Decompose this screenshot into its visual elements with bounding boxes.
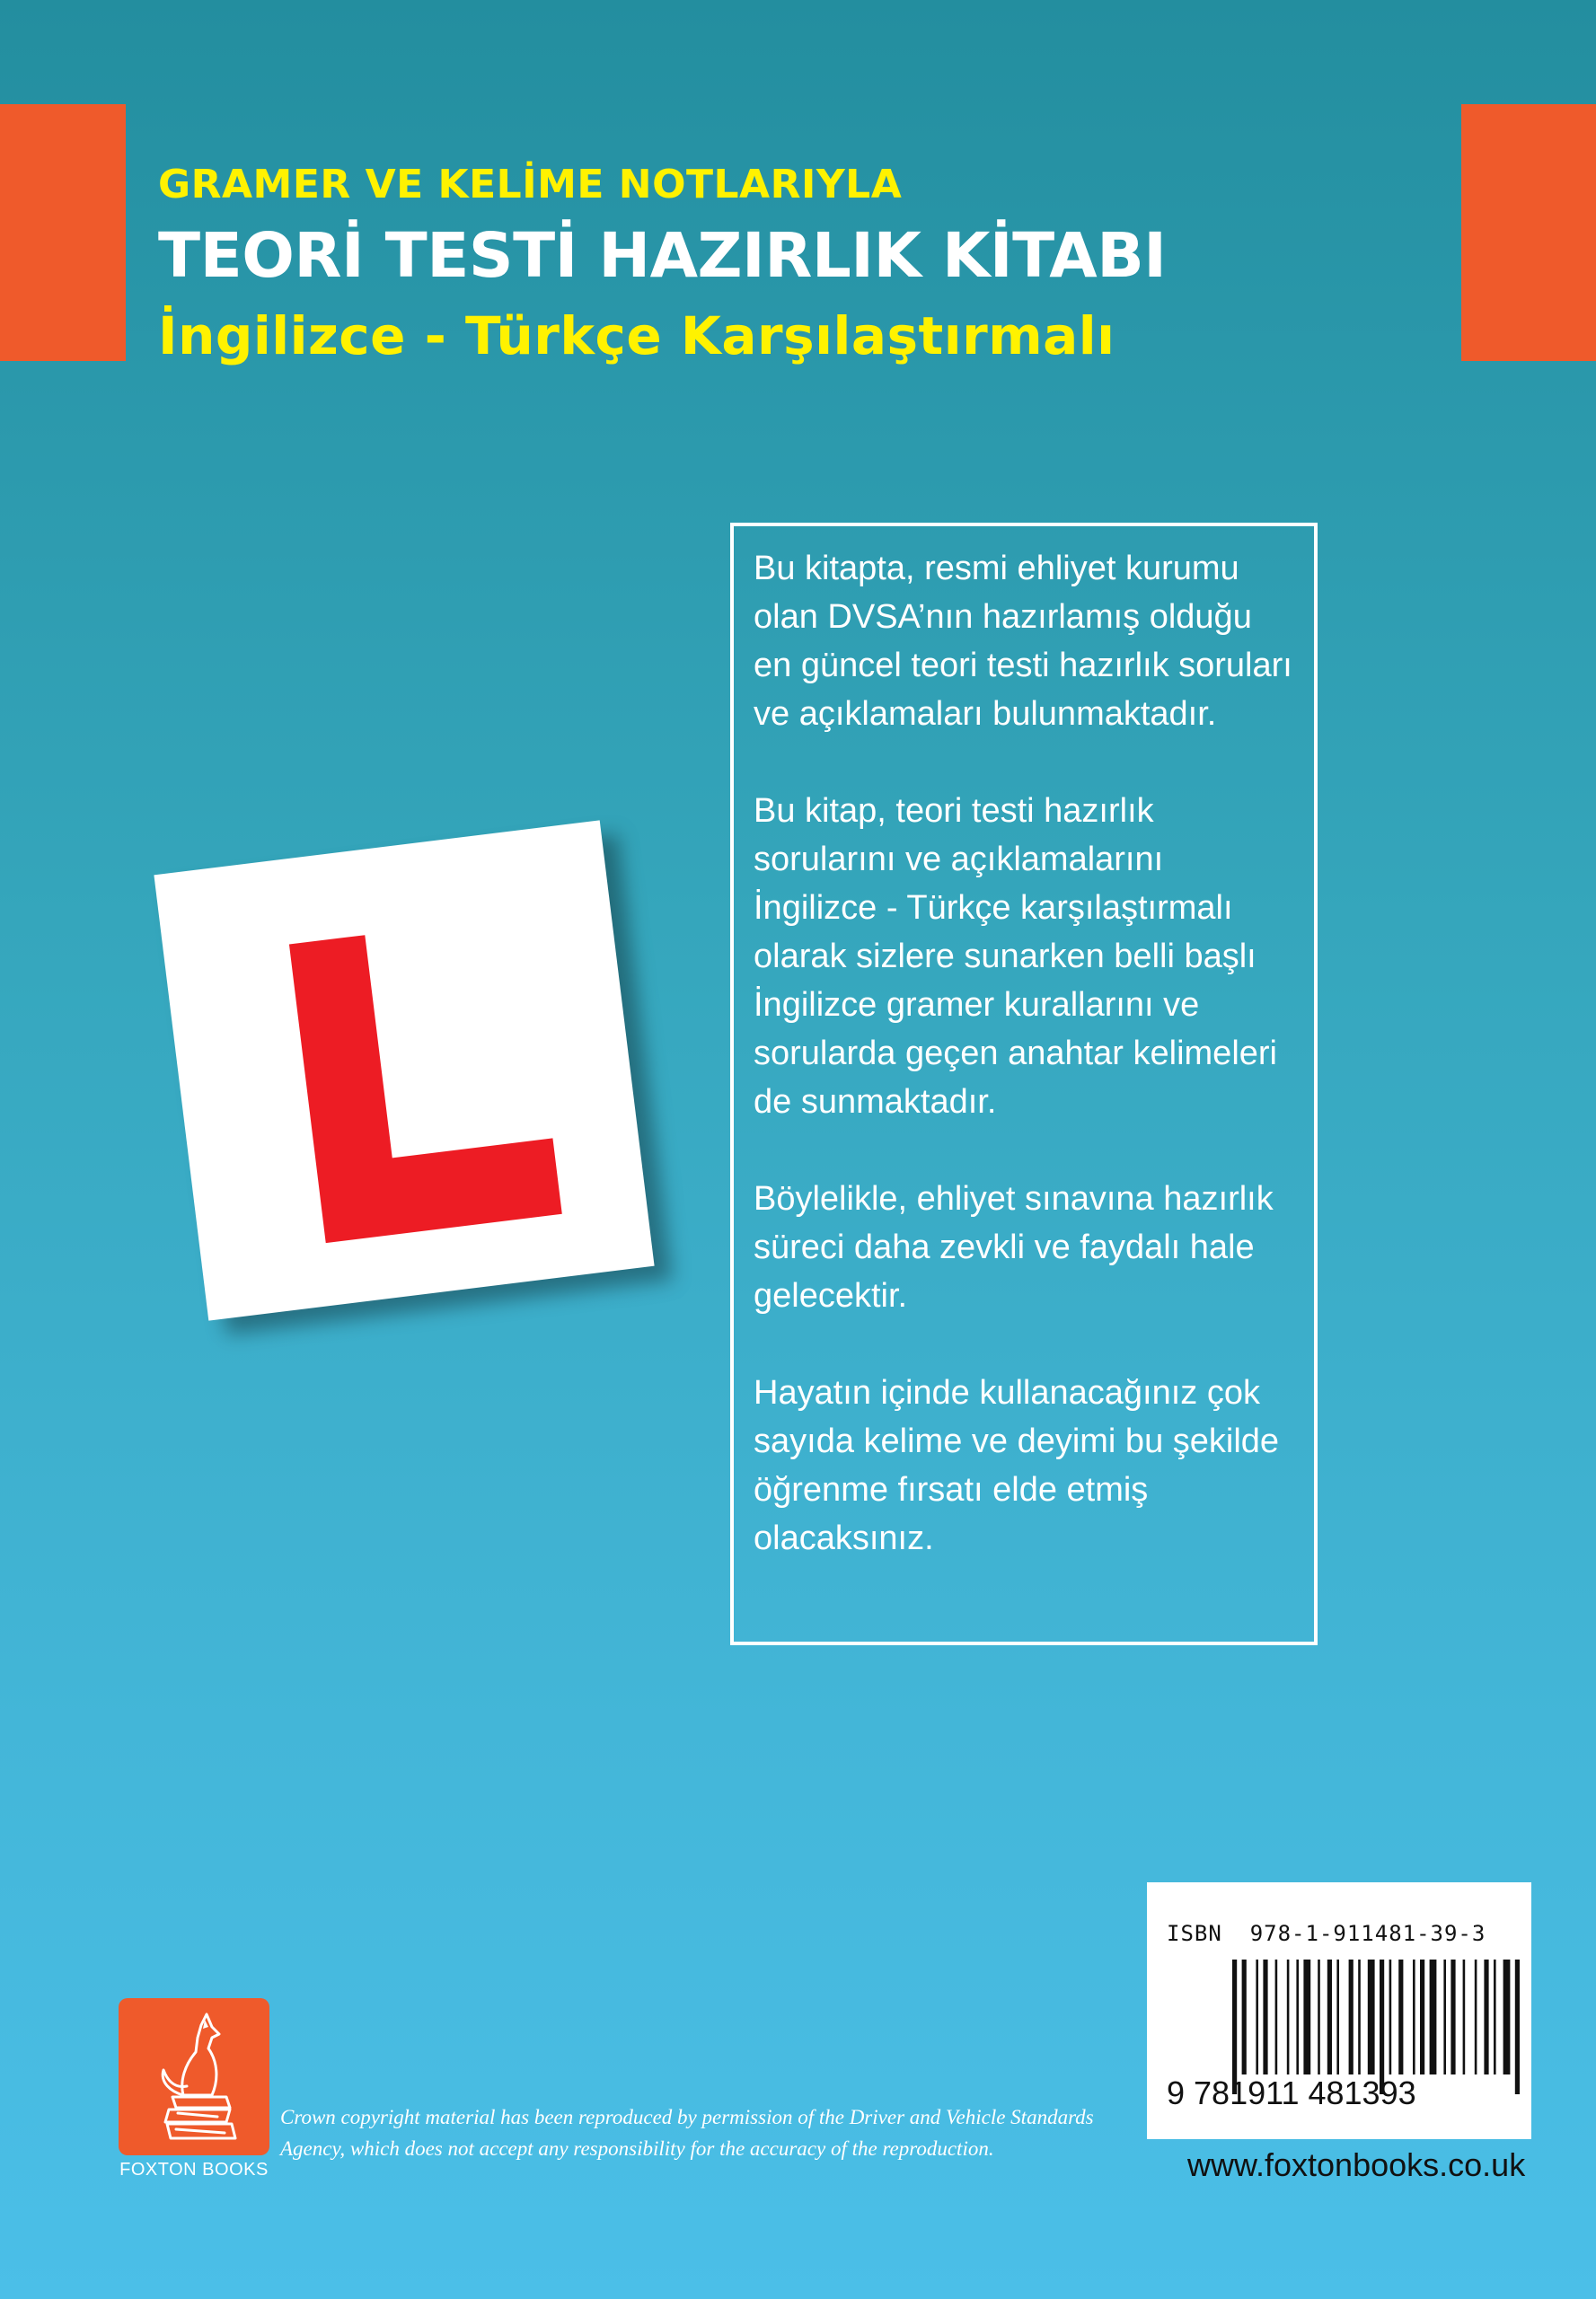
barcode-bar bbox=[1263, 1960, 1267, 2074]
l-letter-shape bbox=[289, 915, 562, 1243]
barcode-bar bbox=[1349, 1960, 1354, 2074]
barcode-bar bbox=[1430, 1960, 1437, 2074]
left-orange-tab bbox=[0, 104, 126, 361]
barcode-bar bbox=[1296, 1960, 1299, 2074]
barcode-bar bbox=[1420, 1960, 1424, 2074]
publisher-website[interactable]: www.foxtonbooks.co.uk bbox=[1187, 2146, 1526, 2183]
subtitle-language-comparison: İngilizce - Türkçe Karşılaştırmalı bbox=[158, 305, 1115, 366]
barcode-bar bbox=[1318, 1960, 1320, 2074]
barcode-bar bbox=[1389, 1960, 1392, 2074]
publisher-logo bbox=[119, 1998, 269, 2155]
barcode-bar bbox=[1463, 1960, 1466, 2074]
barcode-bar bbox=[1494, 1960, 1496, 2074]
copyright-notice: Crown copyright material has been reproduced by permission of the Driver and Vehicle Standards Agency, which does not accept any responsibility for the accuracy of the reproduction. bbox=[280, 2106, 1094, 2160]
right-orange-tab bbox=[1461, 104, 1596, 361]
description-paragraph-1: Bu kitapta, resmi ehliyet kurumu olan DVSA’nın hazırlamış olduğu en güncel teori testi hazırlık soruları ve açıklamaları bulunmaktadır. bbox=[754, 550, 1292, 733]
barcode-bar bbox=[1336, 1960, 1339, 2074]
barcode-bar bbox=[1327, 1960, 1332, 2074]
barcode-bar bbox=[1368, 1960, 1375, 2074]
description-paragraph-3: Böylelikle, ehliyet sınavına hazırlık süreci daha zevkli ve faydalı hale gelecektir. bbox=[754, 1180, 1274, 1315]
barcode-bar bbox=[1413, 1960, 1415, 2074]
barcode-bar bbox=[1398, 1960, 1403, 2074]
isbn-label: ISBN 978-1-911481-39-3 bbox=[1167, 1921, 1486, 1946]
barcode-bar bbox=[1503, 1960, 1511, 2074]
description-paragraph-4: Hayatın içinde kullanacağınız çok sayıda kelime ve deyimi bu şekilde öğrenme fırsatı elde etmiş olacaksınız. bbox=[754, 1374, 1280, 1557]
fox-on-books-icon bbox=[119, 1998, 269, 2155]
barcode-bar bbox=[1303, 1960, 1310, 2074]
barcode-digits: 9 781911 481393 bbox=[1167, 2074, 1416, 2111]
barcode-bar bbox=[1256, 1960, 1258, 2074]
description-paragraph-2: Bu kitap, teori testi hazırlık sorularını ve açıklamalarını İngilizce - Türkçe karşılaştırmalı olarak sizlere sunarken belli başlı İngilizce gramer kurallarını ve sorularda geçen anahtar kelimeleri de sunmaktadır. bbox=[754, 792, 1277, 1121]
isbn-barcode bbox=[1147, 1882, 1531, 2139]
learner-l-plate bbox=[154, 820, 654, 1320]
l-letter-graphic bbox=[154, 820, 654, 1320]
barcode-bar bbox=[1443, 1960, 1446, 2074]
book-title: TEORİ TESTİ HAZIRLIK KİTABI bbox=[158, 220, 1167, 292]
description-box bbox=[730, 523, 1318, 1645]
barcode-bar bbox=[1451, 1960, 1455, 2074]
publisher-name: FOXTON BOOKS bbox=[119, 2160, 269, 2180]
barcode-bar bbox=[1484, 1960, 1488, 2074]
barcode-bar bbox=[1515, 1960, 1520, 2094]
barcode-bar bbox=[1475, 1960, 1477, 2074]
barcode-bar bbox=[1287, 1960, 1290, 2074]
barcode-bar bbox=[1275, 1960, 1278, 2074]
barcode-bar bbox=[1242, 1960, 1247, 2074]
subtitle-grammar-notes: GRAMER VE KELİME NOTLARIYLA bbox=[158, 162, 903, 207]
barcode-bar bbox=[1358, 1960, 1361, 2074]
